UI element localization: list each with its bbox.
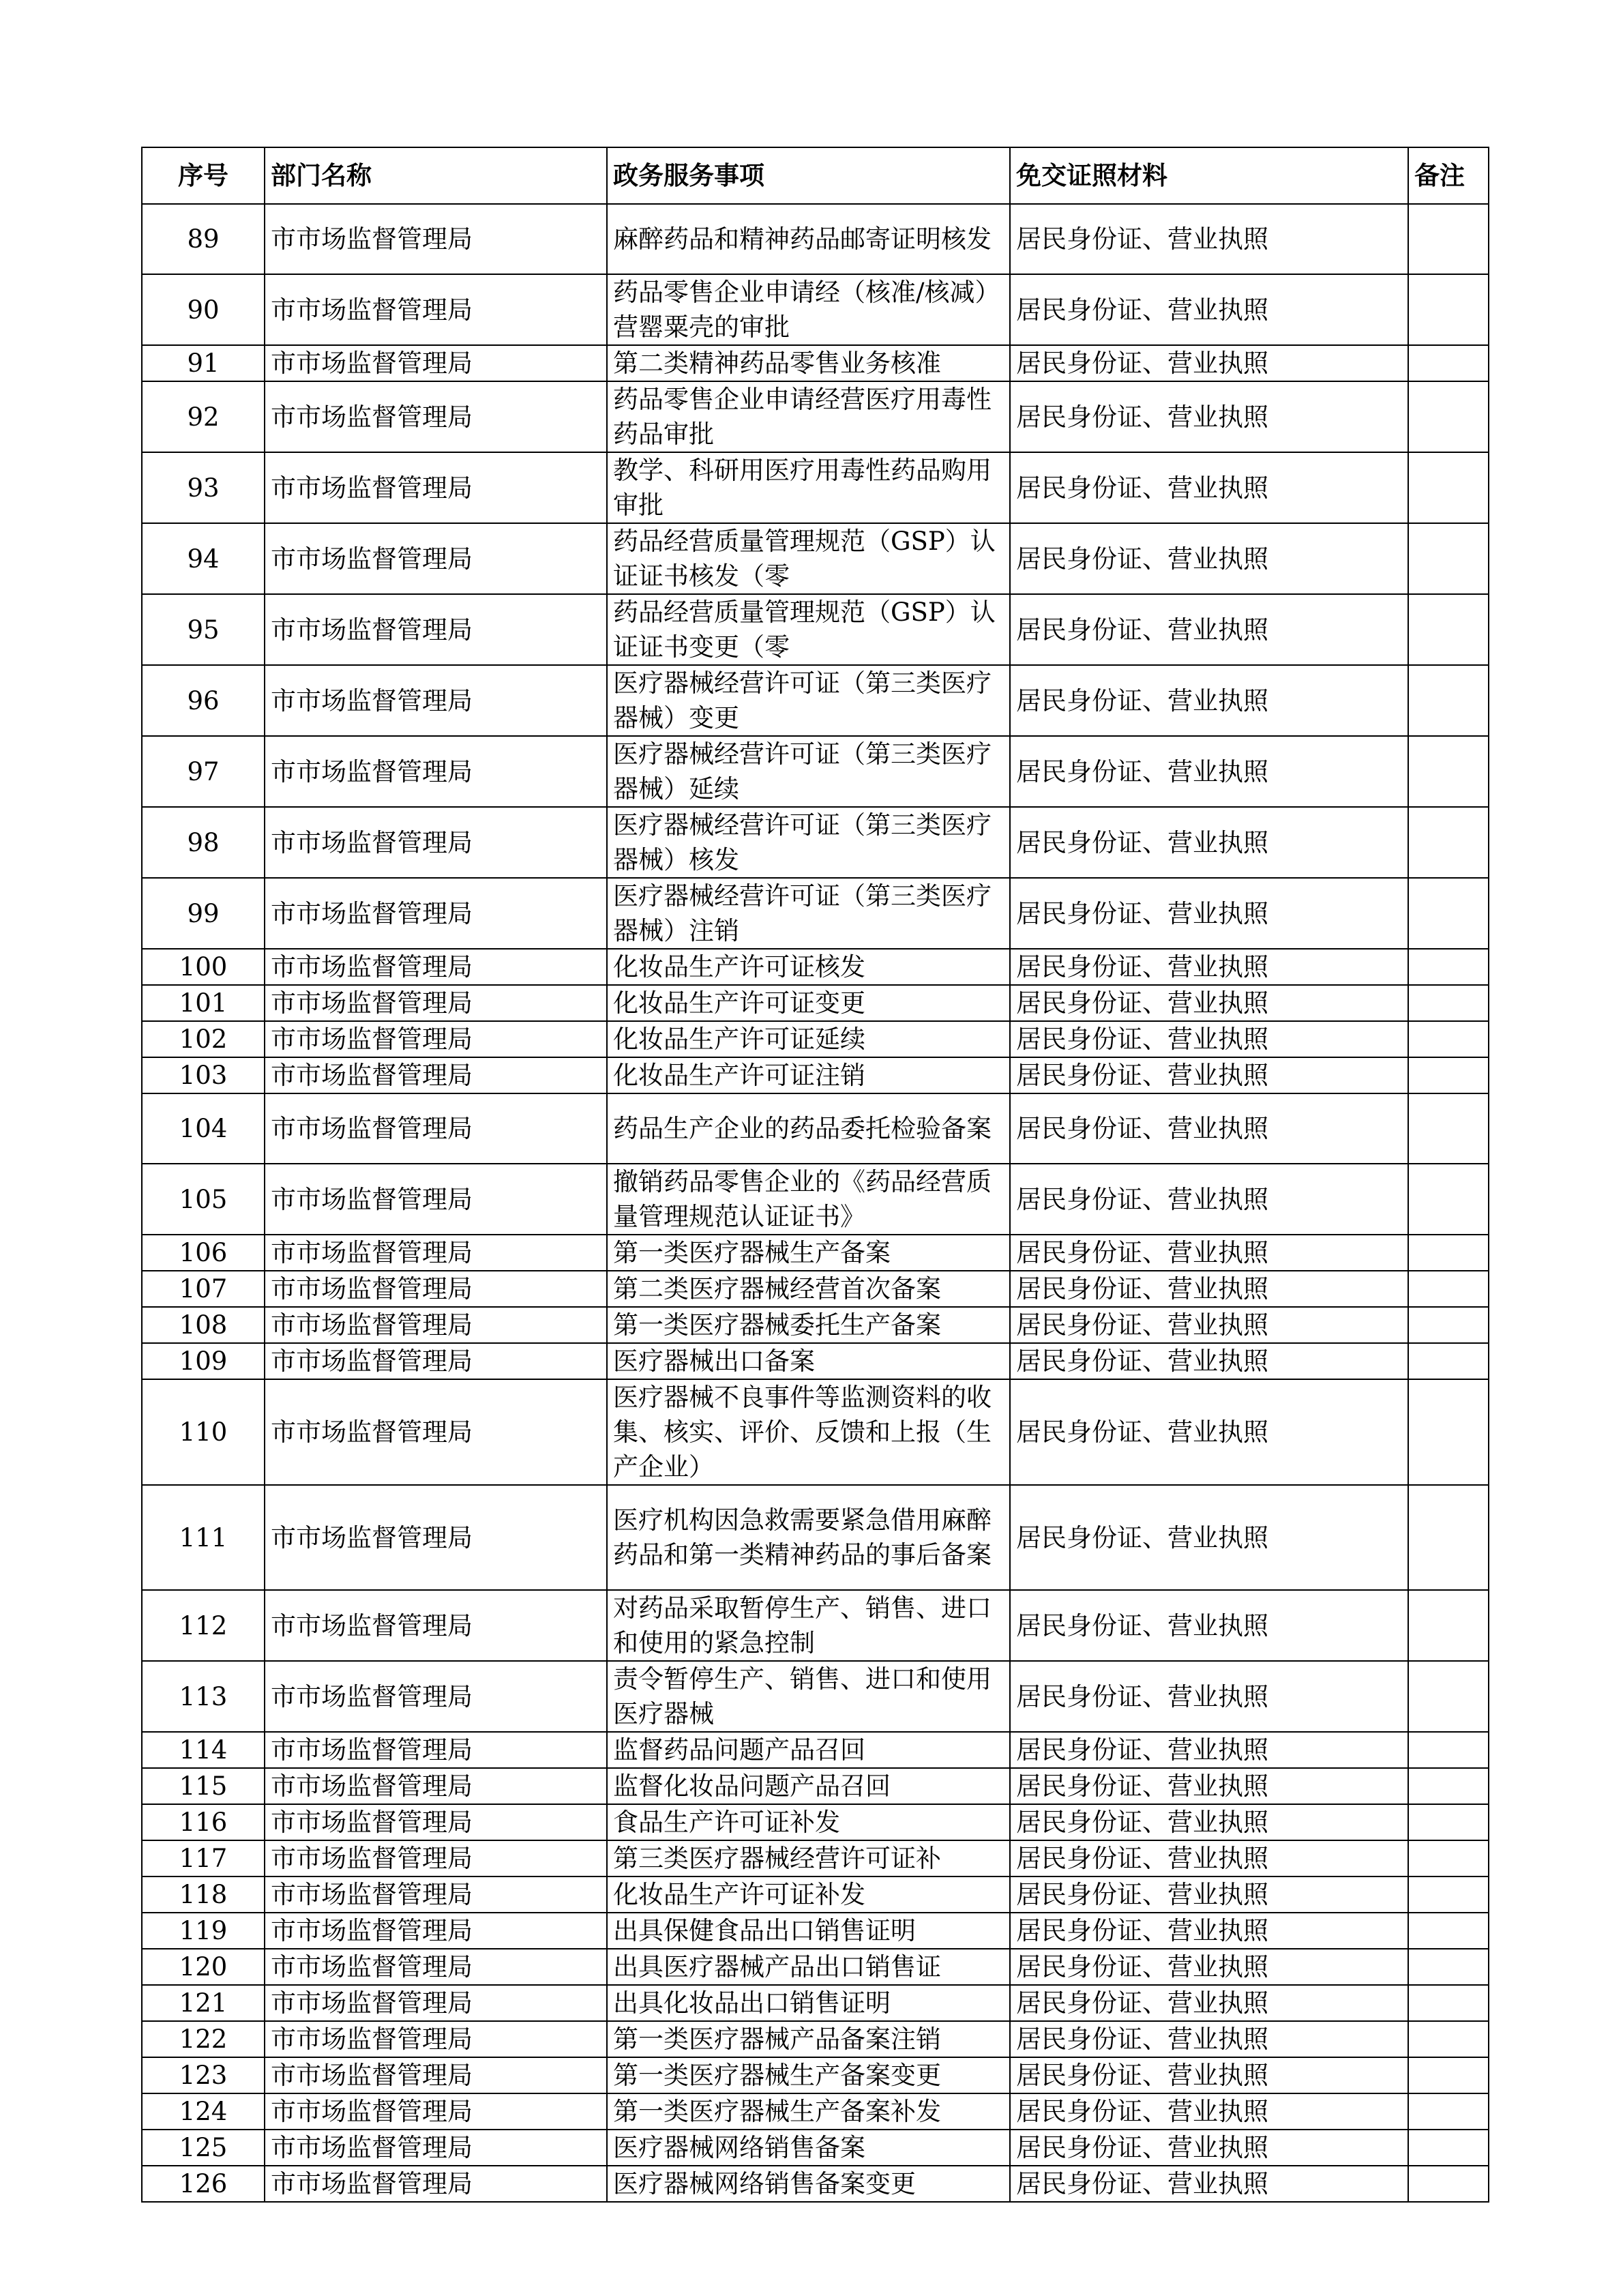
row-item-text: 第一类医疗器械生产备案补发 bbox=[613, 2097, 941, 2126]
row-remarks bbox=[1408, 381, 1489, 452]
row-dept: 市市场监督管理局 bbox=[265, 1732, 607, 1768]
row-remarks bbox=[1408, 274, 1489, 345]
row-remarks bbox=[1408, 594, 1489, 665]
row-item-text: 食品生产许可证补发 bbox=[613, 1808, 840, 1837]
row-seq: 100 bbox=[142, 949, 265, 985]
row-materials: 居民身份证、营业执照 bbox=[1010, 1661, 1408, 1732]
row-seq: 96 bbox=[142, 665, 265, 736]
row-remarks bbox=[1408, 1661, 1489, 1732]
row-materials: 居民身份证、营业执照 bbox=[1010, 452, 1408, 523]
row-dept: 市市场监督管理局 bbox=[265, 452, 607, 523]
row-item-text: 药品零售企业申请经营医疗用毒性药品审批 bbox=[613, 385, 992, 449]
row-remarks bbox=[1408, 1379, 1489, 1485]
row-dept: 市市场监督管理局 bbox=[265, 665, 607, 736]
row-item bbox=[607, 1379, 1010, 1485]
row-dept: 市市场监督管理局 bbox=[265, 1057, 607, 1093]
row-remarks bbox=[1408, 1271, 1489, 1307]
row-item bbox=[607, 1307, 1010, 1343]
row-dept: 市市场监督管理局 bbox=[265, 1804, 607, 1840]
row-remarks bbox=[1408, 452, 1489, 523]
row-remarks bbox=[1408, 1590, 1489, 1661]
row-item-text: 医疗机构因急救需要紧急借用麻醉药品和第一类精神药品的事后备案 bbox=[613, 1505, 992, 1570]
row-remarks bbox=[1408, 949, 1489, 985]
table-row bbox=[142, 2057, 1489, 2093]
row-item bbox=[607, 1057, 1010, 1093]
row-remarks bbox=[1408, 1768, 1489, 1804]
row-materials: 居民身份证、营业执照 bbox=[1010, 2166, 1408, 2202]
row-materials: 居民身份证、营业执照 bbox=[1010, 274, 1408, 345]
row-remarks bbox=[1408, 2130, 1489, 2166]
row-seq: 91 bbox=[142, 345, 265, 381]
table-row bbox=[142, 204, 1489, 274]
row-item bbox=[607, 1985, 1010, 2021]
row-item-text: 医疗器械网络销售备案 bbox=[613, 2133, 865, 2162]
row-materials: 居民身份证、营业执照 bbox=[1010, 1271, 1408, 1307]
row-item-text: 医疗器械经营许可证（第三类医疗器械）延续 bbox=[613, 739, 992, 804]
row-dept: 市市场监督管理局 bbox=[265, 807, 607, 878]
table-row bbox=[142, 1093, 1489, 1164]
row-remarks bbox=[1408, 1021, 1489, 1057]
table-row bbox=[142, 2166, 1489, 2202]
row-seq: 95 bbox=[142, 594, 265, 665]
table-row bbox=[142, 736, 1489, 807]
table-row bbox=[142, 381, 1489, 452]
row-remarks bbox=[1408, 985, 1489, 1021]
row-remarks bbox=[1408, 1343, 1489, 1379]
row-dept: 市市场监督管理局 bbox=[265, 523, 607, 594]
row-dept: 市市场监督管理局 bbox=[265, 1590, 607, 1661]
row-remarks bbox=[1408, 2093, 1489, 2130]
row-dept: 市市场监督管理局 bbox=[265, 1485, 607, 1590]
row-item-text: 药品生产企业的药品委托检验备案 bbox=[613, 1114, 992, 1143]
row-materials: 居民身份证、营业执照 bbox=[1010, 1485, 1408, 1590]
table-row bbox=[142, 878, 1489, 949]
row-remarks bbox=[1408, 1057, 1489, 1093]
row-item bbox=[607, 1876, 1010, 1913]
row-item-text: 医疗器械经营许可证（第三类医疗器械）变更 bbox=[613, 668, 992, 733]
row-remarks bbox=[1408, 523, 1489, 594]
row-item bbox=[607, 1485, 1010, 1590]
row-item-text: 第一类医疗器械生产备案 bbox=[613, 1238, 891, 1267]
table-row bbox=[142, 1768, 1489, 1804]
table-row bbox=[142, 345, 1489, 381]
row-materials: 居民身份证、营业执照 bbox=[1010, 1732, 1408, 1768]
row-item bbox=[607, 807, 1010, 878]
row-seq: 106 bbox=[142, 1235, 265, 1271]
row-seq: 93 bbox=[142, 452, 265, 523]
row-materials: 居民身份证、营业执照 bbox=[1010, 1876, 1408, 1913]
table-row bbox=[142, 1343, 1489, 1379]
row-remarks bbox=[1408, 1485, 1489, 1590]
row-item bbox=[607, 1768, 1010, 1804]
table-row bbox=[142, 274, 1489, 345]
row-seq: 119 bbox=[142, 1913, 265, 1949]
row-dept: 市市场监督管理局 bbox=[265, 1379, 607, 1485]
table-row bbox=[142, 1590, 1489, 1661]
row-seq: 126 bbox=[142, 2166, 265, 2202]
service-table bbox=[141, 147, 1489, 2203]
row-remarks bbox=[1408, 1235, 1489, 1271]
row-item-text: 药品经营质量管理规范（GSP）认证证书变更（零 bbox=[613, 598, 996, 662]
row-dept: 市市场监督管理局 bbox=[265, 2057, 607, 2093]
row-dept: 市市场监督管理局 bbox=[265, 1985, 607, 2021]
row-item-text: 医疗器械出口备案 bbox=[613, 1346, 815, 1376]
row-dept: 市市场监督管理局 bbox=[265, 594, 607, 665]
header-item: 政务服务事项 bbox=[607, 147, 1010, 204]
row-materials: 居民身份证、营业执照 bbox=[1010, 807, 1408, 878]
row-item-text: 出具化妆品出口销售证明 bbox=[613, 1988, 891, 2018]
row-dept: 市市场监督管理局 bbox=[265, 204, 607, 274]
row-dept: 市市场监督管理局 bbox=[265, 1021, 607, 1057]
row-materials: 居民身份证、营业执照 bbox=[1010, 1949, 1408, 1985]
header-materials: 免交证照材料 bbox=[1010, 147, 1408, 204]
row-seq: 120 bbox=[142, 1949, 265, 1985]
row-dept: 市市场监督管理局 bbox=[265, 381, 607, 452]
row-item bbox=[607, 1590, 1010, 1661]
row-remarks bbox=[1408, 665, 1489, 736]
row-seq: 110 bbox=[142, 1379, 265, 1485]
table-row bbox=[142, 523, 1489, 594]
table-row bbox=[142, 1732, 1489, 1768]
row-seq: 113 bbox=[142, 1661, 265, 1732]
row-materials: 居民身份证、营业执照 bbox=[1010, 2021, 1408, 2057]
header-dept: 部门名称 bbox=[265, 147, 607, 204]
table-row bbox=[142, 1021, 1489, 1057]
row-dept: 市市场监督管理局 bbox=[265, 1235, 607, 1271]
row-item-text: 化妆品生产许可证核发 bbox=[613, 952, 865, 982]
row-item-text: 第一类医疗器械生产备案变更 bbox=[613, 2061, 941, 2090]
row-item-text: 第三类医疗器械经营许可证补 bbox=[613, 1844, 941, 1873]
row-seq: 112 bbox=[142, 1590, 265, 1661]
row-materials: 居民身份证、营业执照 bbox=[1010, 523, 1408, 594]
row-seq: 101 bbox=[142, 985, 265, 1021]
row-remarks bbox=[1408, 1949, 1489, 1985]
row-item-text: 监督药品问题产品召回 bbox=[613, 1735, 865, 1765]
row-seq: 124 bbox=[142, 2093, 265, 2130]
row-dept: 市市场监督管理局 bbox=[265, 1093, 607, 1164]
row-seq: 98 bbox=[142, 807, 265, 878]
row-item-text: 医疗器械网络销售备案变更 bbox=[613, 2169, 916, 2198]
row-item-text: 第一类医疗器械产品备案注销 bbox=[613, 2025, 941, 2054]
row-materials: 居民身份证、营业执照 bbox=[1010, 1590, 1408, 1661]
row-item-text: 医疗器械不良事件等监测资料的收集、核实、评价、反馈和上报（生产企业） bbox=[613, 1383, 992, 1482]
header-row bbox=[142, 147, 1489, 204]
row-seq: 99 bbox=[142, 878, 265, 949]
row-item bbox=[607, 594, 1010, 665]
row-item-text: 医疗器械经营许可证（第三类医疗器械）注销 bbox=[613, 881, 992, 945]
row-remarks bbox=[1408, 204, 1489, 274]
row-materials: 居民身份证、营业执照 bbox=[1010, 2093, 1408, 2130]
row-seq: 111 bbox=[142, 1485, 265, 1590]
row-remarks bbox=[1408, 1732, 1489, 1768]
row-item bbox=[607, 1913, 1010, 1949]
row-seq: 116 bbox=[142, 1804, 265, 1840]
header-seq: 序号 bbox=[142, 147, 265, 204]
row-seq: 109 bbox=[142, 1343, 265, 1379]
row-remarks bbox=[1408, 1840, 1489, 1876]
table-row bbox=[142, 665, 1489, 736]
row-materials: 居民身份证、营业执照 bbox=[1010, 1379, 1408, 1485]
row-item-text: 出具保健食品出口销售证明 bbox=[613, 1916, 916, 1945]
row-materials: 居民身份证、营业执照 bbox=[1010, 204, 1408, 274]
row-seq: 108 bbox=[142, 1307, 265, 1343]
table-row bbox=[142, 452, 1489, 523]
row-item bbox=[607, 1093, 1010, 1164]
row-item-text: 药品零售企业申请经（核准/核减）营罂粟壳的审批 bbox=[613, 278, 1000, 342]
row-item-text: 第一类医疗器械委托生产备案 bbox=[613, 1310, 941, 1340]
row-seq: 104 bbox=[142, 1093, 265, 1164]
row-dept: 市市场监督管理局 bbox=[265, 1876, 607, 1913]
row-seq: 92 bbox=[142, 381, 265, 452]
table-row bbox=[142, 2093, 1489, 2130]
row-seq: 115 bbox=[142, 1768, 265, 1804]
row-materials: 居民身份证、营业执照 bbox=[1010, 985, 1408, 1021]
row-item bbox=[607, 1164, 1010, 1235]
row-dept: 市市场监督管理局 bbox=[265, 2093, 607, 2130]
table-row bbox=[142, 1271, 1489, 1307]
row-remarks bbox=[1408, 1307, 1489, 1343]
table-row bbox=[142, 985, 1489, 1021]
row-dept: 市市场监督管理局 bbox=[265, 1307, 607, 1343]
row-remarks bbox=[1408, 1913, 1489, 1949]
header-remarks: 备注 bbox=[1408, 147, 1489, 204]
table-row bbox=[142, 1913, 1489, 1949]
row-item bbox=[607, 736, 1010, 807]
row-item bbox=[607, 345, 1010, 381]
row-item bbox=[607, 1235, 1010, 1271]
table-row bbox=[142, 1307, 1489, 1343]
row-dept: 市市场监督管理局 bbox=[265, 1768, 607, 1804]
row-item bbox=[607, 949, 1010, 985]
table-row bbox=[142, 1164, 1489, 1235]
row-dept: 市市场监督管理局 bbox=[265, 1949, 607, 1985]
row-materials: 居民身份证、营业执照 bbox=[1010, 1057, 1408, 1093]
table-body bbox=[142, 204, 1489, 2202]
row-item bbox=[607, 381, 1010, 452]
row-dept: 市市场监督管理局 bbox=[265, 1661, 607, 1732]
row-item bbox=[607, 878, 1010, 949]
row-seq: 114 bbox=[142, 1732, 265, 1768]
row-remarks bbox=[1408, 1164, 1489, 1235]
row-remarks bbox=[1408, 345, 1489, 381]
row-dept: 市市场监督管理局 bbox=[265, 345, 607, 381]
row-item-text: 责令暂停生产、销售、进口和使用医疗器械 bbox=[613, 1664, 992, 1728]
row-remarks bbox=[1408, 1985, 1489, 2021]
row-materials: 居民身份证、营业执照 bbox=[1010, 878, 1408, 949]
row-item bbox=[607, 2130, 1010, 2166]
row-dept: 市市场监督管理局 bbox=[265, 2021, 607, 2057]
row-materials: 居民身份证、营业执照 bbox=[1010, 1235, 1408, 1271]
row-materials: 居民身份证、营业执照 bbox=[1010, 1307, 1408, 1343]
row-item-text: 化妆品生产许可证注销 bbox=[613, 1061, 865, 1090]
row-remarks bbox=[1408, 807, 1489, 878]
row-item bbox=[607, 985, 1010, 1021]
table-row bbox=[142, 1876, 1489, 1913]
row-materials: 居民身份证、营业执照 bbox=[1010, 345, 1408, 381]
row-item bbox=[607, 1804, 1010, 1840]
row-item-text: 麻醉药品和精神药品邮寄证明核发 bbox=[613, 224, 992, 254]
row-materials: 居民身份证、营业执照 bbox=[1010, 1985, 1408, 2021]
row-remarks bbox=[1408, 2057, 1489, 2093]
row-item bbox=[607, 523, 1010, 594]
row-seq: 97 bbox=[142, 736, 265, 807]
row-seq: 90 bbox=[142, 274, 265, 345]
row-seq: 117 bbox=[142, 1840, 265, 1876]
row-item bbox=[607, 2021, 1010, 2057]
row-item bbox=[607, 1343, 1010, 1379]
row-dept: 市市场监督管理局 bbox=[265, 1164, 607, 1235]
row-item bbox=[607, 2166, 1010, 2202]
row-materials: 居民身份证、营业执照 bbox=[1010, 2057, 1408, 2093]
table-row bbox=[142, 2130, 1489, 2166]
row-item-text: 药品经营质量管理规范（GSP）认证证书核发（零 bbox=[613, 527, 996, 591]
row-dept: 市市场监督管理局 bbox=[265, 1271, 607, 1307]
row-item bbox=[607, 1021, 1010, 1057]
row-remarks bbox=[1408, 878, 1489, 949]
table-row bbox=[142, 1949, 1489, 1985]
row-dept: 市市场监督管理局 bbox=[265, 1343, 607, 1379]
row-item bbox=[607, 274, 1010, 345]
row-materials: 居民身份证、营业执照 bbox=[1010, 1021, 1408, 1057]
table-row bbox=[142, 1235, 1489, 1271]
row-seq: 94 bbox=[142, 523, 265, 594]
row-item-text: 教学、科研用医疗用毒性药品购用审批 bbox=[613, 456, 992, 520]
row-item-text: 化妆品生产许可证变更 bbox=[613, 988, 865, 1018]
row-item-text: 出具医疗器械产品出口销售证 bbox=[613, 1952, 941, 1982]
row-materials: 居民身份证、营业执照 bbox=[1010, 1804, 1408, 1840]
row-dept: 市市场监督管理局 bbox=[265, 736, 607, 807]
row-materials: 居民身份证、营业执照 bbox=[1010, 594, 1408, 665]
row-item-text: 化妆品生产许可证补发 bbox=[613, 1880, 865, 1909]
row-materials: 居民身份证、营业执照 bbox=[1010, 736, 1408, 807]
row-remarks bbox=[1408, 2166, 1489, 2202]
row-item bbox=[607, 1840, 1010, 1876]
row-materials: 居民身份证、营业执照 bbox=[1010, 381, 1408, 452]
row-remarks bbox=[1408, 1876, 1489, 1913]
row-item bbox=[607, 1271, 1010, 1307]
row-materials: 居民身份证、营业执照 bbox=[1010, 2130, 1408, 2166]
row-dept: 市市场监督管理局 bbox=[265, 2166, 607, 2202]
row-materials: 居民身份证、营业执照 bbox=[1010, 1768, 1408, 1804]
row-item bbox=[607, 1661, 1010, 1732]
row-materials: 居民身份证、营业执照 bbox=[1010, 665, 1408, 736]
row-materials: 居民身份证、营业执照 bbox=[1010, 1093, 1408, 1164]
table-row bbox=[142, 1804, 1489, 1840]
row-remarks bbox=[1408, 736, 1489, 807]
table-row bbox=[142, 1840, 1489, 1876]
row-seq: 122 bbox=[142, 2021, 265, 2057]
row-seq: 105 bbox=[142, 1164, 265, 1235]
row-seq: 89 bbox=[142, 204, 265, 274]
row-materials: 居民身份证、营业执照 bbox=[1010, 1840, 1408, 1876]
row-item bbox=[607, 204, 1010, 274]
row-materials: 居民身份证、营业执照 bbox=[1010, 1343, 1408, 1379]
row-materials: 居民身份证、营业执照 bbox=[1010, 1913, 1408, 1949]
row-seq: 125 bbox=[142, 2130, 265, 2166]
table-row bbox=[142, 594, 1489, 665]
row-item bbox=[607, 452, 1010, 523]
row-item-text: 医疗器械经营许可证（第三类医疗器械）核发 bbox=[613, 810, 992, 874]
row-item bbox=[607, 2057, 1010, 2093]
table-row bbox=[142, 1379, 1489, 1485]
row-dept: 市市场监督管理局 bbox=[265, 1913, 607, 1949]
row-materials: 居民身份证、营业执照 bbox=[1010, 1164, 1408, 1235]
row-item-text: 撤销药品零售企业的《药品经营质量管理规范认证证书》 bbox=[613, 1167, 992, 1231]
row-remarks bbox=[1408, 1093, 1489, 1164]
table-row bbox=[142, 1485, 1489, 1590]
table-row bbox=[142, 1057, 1489, 1093]
row-seq: 102 bbox=[142, 1021, 265, 1057]
row-dept: 市市场监督管理局 bbox=[265, 949, 607, 985]
table-row bbox=[142, 949, 1489, 985]
row-item-text: 化妆品生产许可证延续 bbox=[613, 1025, 865, 1054]
row-item-text: 第二类医疗器械经营首次备案 bbox=[613, 1274, 941, 1304]
row-seq: 118 bbox=[142, 1876, 265, 1913]
row-dept: 市市场监督管理局 bbox=[265, 1840, 607, 1876]
row-remarks bbox=[1408, 2021, 1489, 2057]
row-seq: 121 bbox=[142, 1985, 265, 2021]
row-item bbox=[607, 665, 1010, 736]
row-item bbox=[607, 1732, 1010, 1768]
row-item-text: 第二类精神药品零售业务核准 bbox=[613, 349, 941, 378]
table-row bbox=[142, 1661, 1489, 1732]
row-item bbox=[607, 2093, 1010, 2130]
row-item-text: 监督化妆品问题产品召回 bbox=[613, 1771, 891, 1801]
row-item-text: 对药品采取暂停生产、销售、进口和使用的紧急控制 bbox=[613, 1593, 992, 1658]
row-item bbox=[607, 1949, 1010, 1985]
row-dept: 市市场监督管理局 bbox=[265, 2130, 607, 2166]
row-seq: 107 bbox=[142, 1271, 265, 1307]
row-materials: 居民身份证、营业执照 bbox=[1010, 949, 1408, 985]
row-seq: 103 bbox=[142, 1057, 265, 1093]
table-row bbox=[142, 807, 1489, 878]
row-seq: 123 bbox=[142, 2057, 265, 2093]
table-row bbox=[142, 2021, 1489, 2057]
row-dept: 市市场监督管理局 bbox=[265, 985, 607, 1021]
row-dept: 市市场监督管理局 bbox=[265, 878, 607, 949]
table-row bbox=[142, 1985, 1489, 2021]
row-remarks bbox=[1408, 1804, 1489, 1840]
row-dept: 市市场监督管理局 bbox=[265, 274, 607, 345]
